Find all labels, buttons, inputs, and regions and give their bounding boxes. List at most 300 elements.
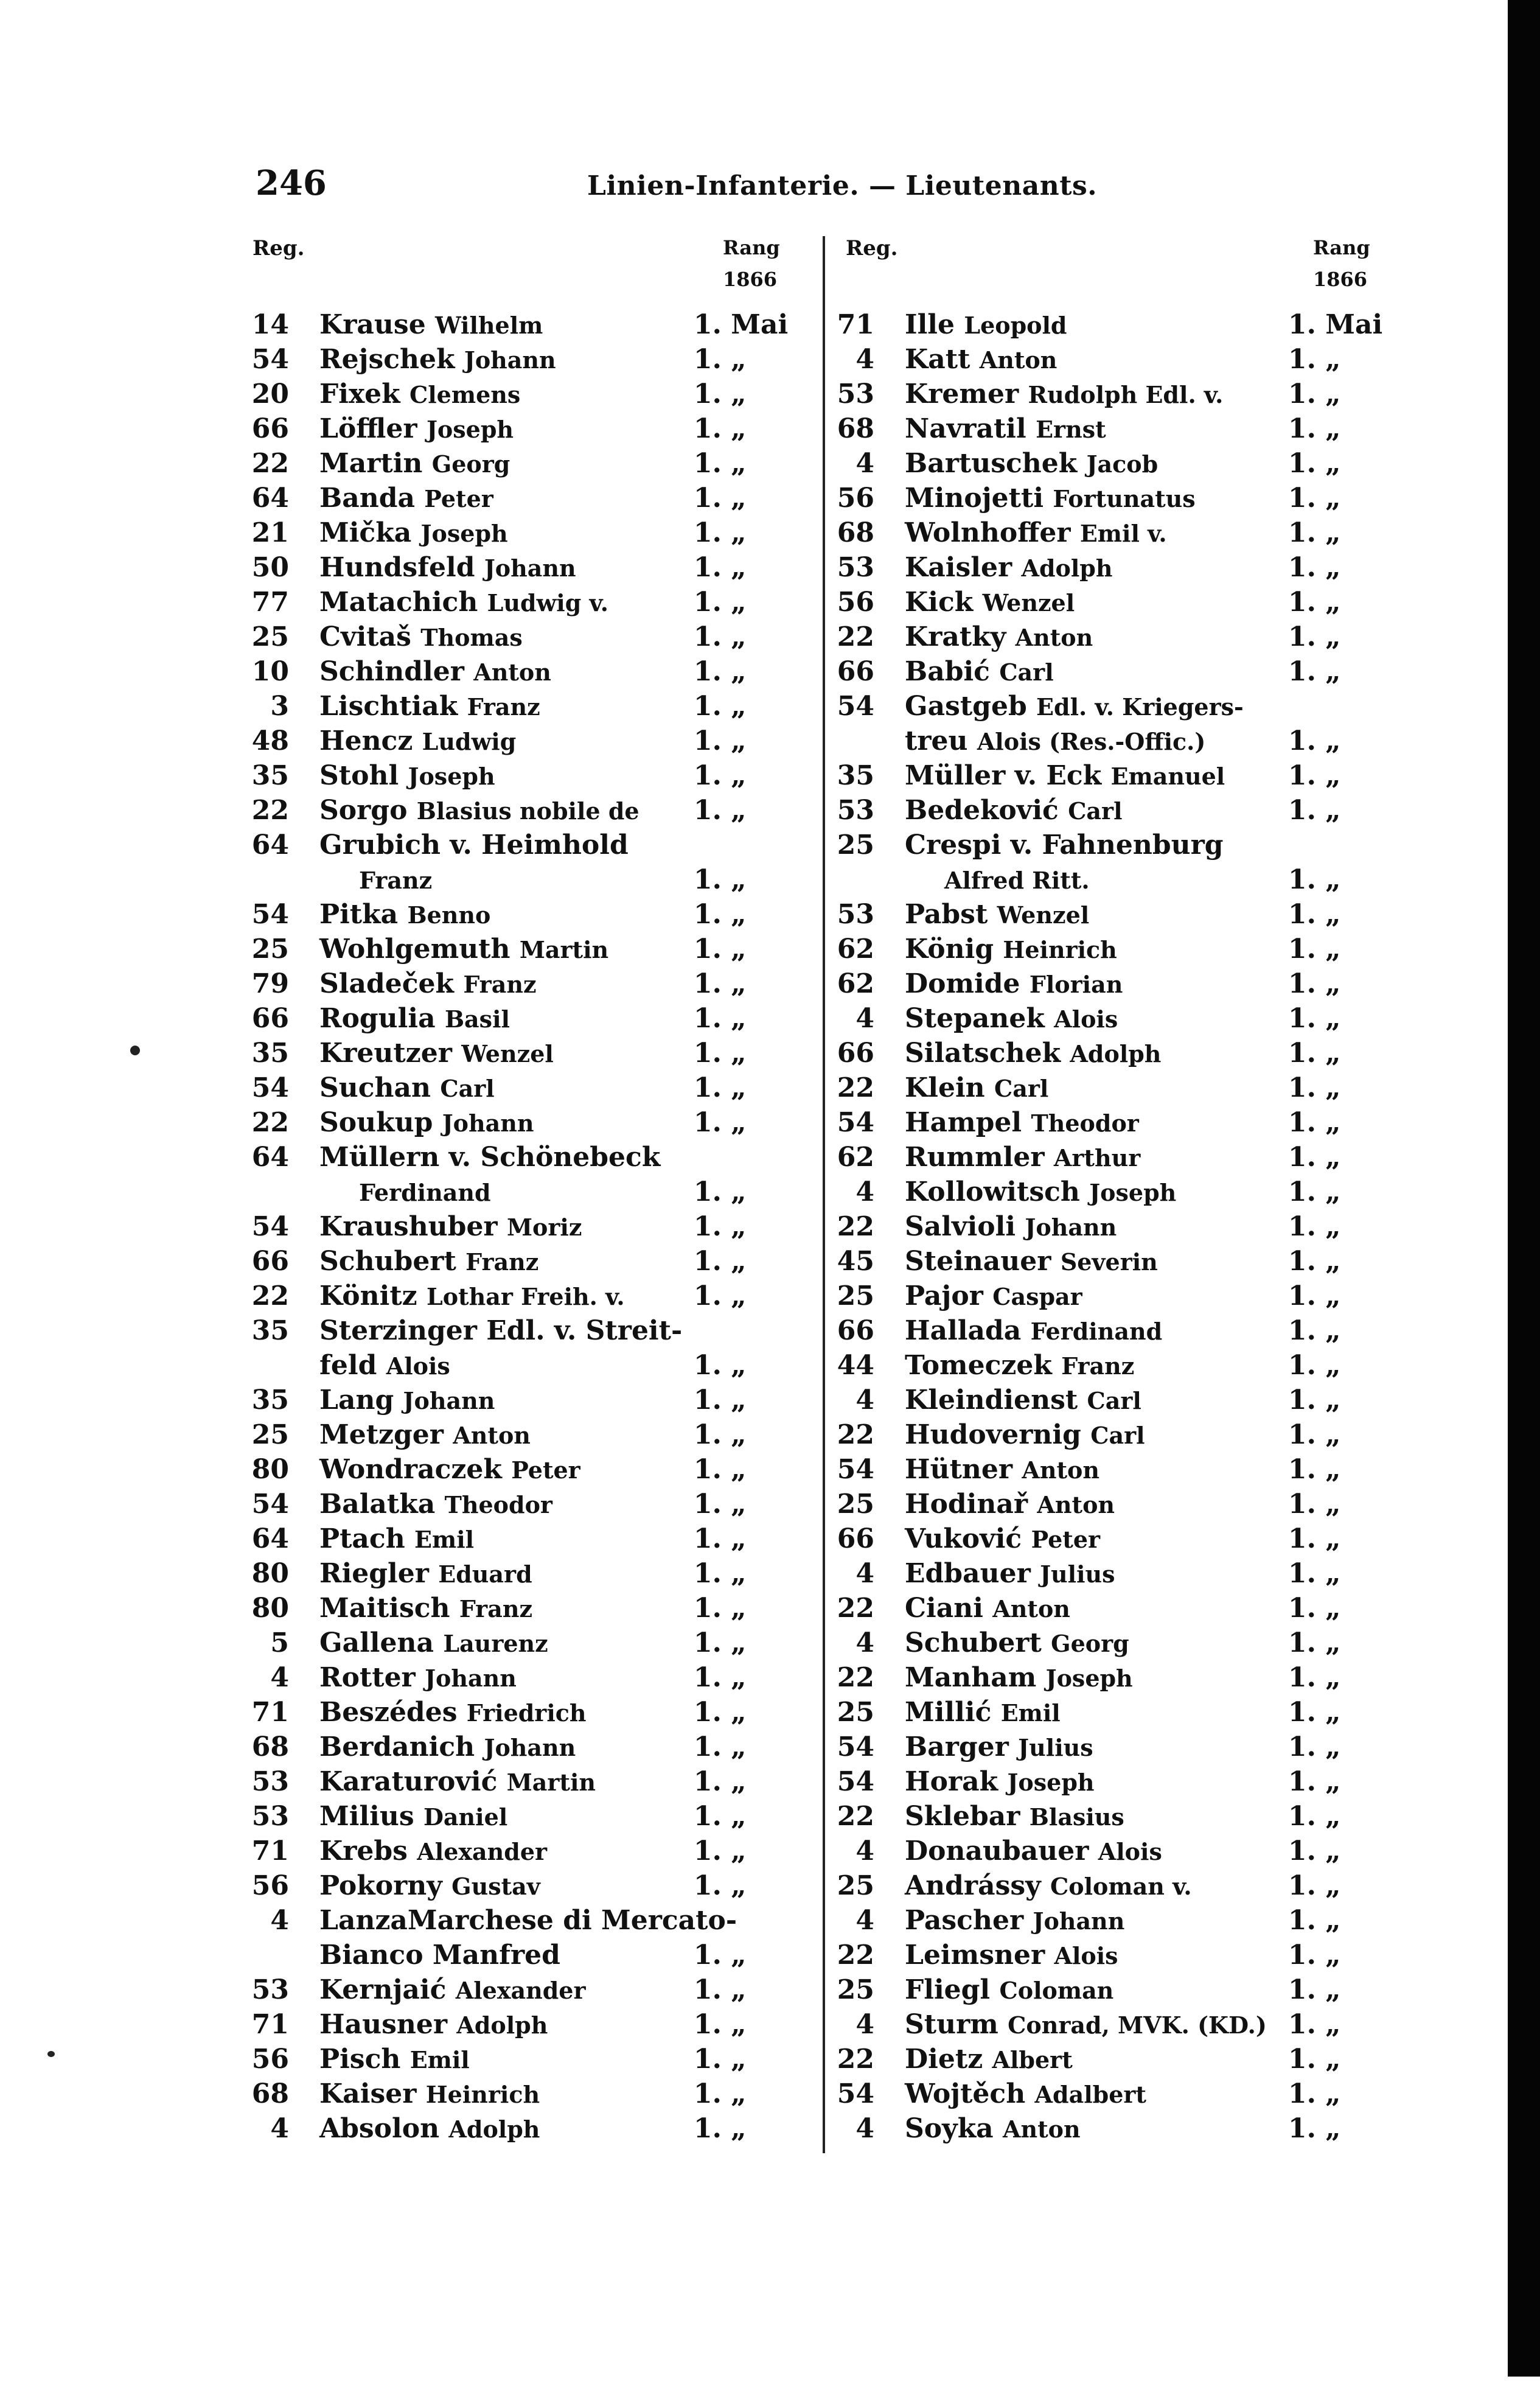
- surname: Wojtěch: [905, 2078, 1026, 2109]
- officer-name: [319, 481, 493, 516]
- regiment-number: 54: [837, 1454, 874, 1485]
- rank-date: 1. „: [1288, 344, 1341, 375]
- regiment-number: 4: [855, 1558, 874, 1589]
- table-row: [243, 758, 821, 793]
- given-name: Rudolph Edl. v.: [1028, 381, 1224, 408]
- officer-name: [319, 1799, 507, 1834]
- table-row: [243, 481, 821, 515]
- regiment-number: 64: [251, 1523, 289, 1554]
- given-name: Clemens: [409, 381, 521, 408]
- table-row: [243, 1834, 821, 1868]
- regiment-number: 77: [251, 587, 289, 618]
- surname: Lang: [319, 1385, 394, 1416]
- rank-date: 1. „: [1288, 1766, 1341, 1797]
- table-row: [243, 897, 821, 932]
- regiment-number: 4: [855, 2113, 874, 2144]
- officer-name: [319, 1279, 625, 1314]
- rank-date: 1. „: [1288, 1072, 1341, 1103]
- given-name: Martin: [519, 936, 609, 963]
- table-row: [829, 2007, 1376, 2042]
- table-row: [829, 481, 1376, 515]
- officer-name: [905, 1903, 1124, 1938]
- rank-date: 1. „: [694, 2044, 747, 2075]
- given-name: Johann: [442, 1109, 534, 1137]
- surname: Sladeček: [319, 968, 455, 999]
- surname: Balatka: [319, 1489, 436, 1520]
- officer-name: [905, 1383, 1141, 1418]
- regiment-number: 25: [251, 1419, 289, 1450]
- regiment-number: 4: [855, 1836, 874, 1867]
- surname: Stohl: [319, 760, 399, 791]
- table-row: [829, 1695, 1376, 1730]
- officer-name: [319, 1071, 495, 1106]
- given-name: Adalbert: [1034, 2081, 1146, 2108]
- rank-date: 1. „: [694, 864, 747, 895]
- officer-name: [359, 862, 432, 898]
- rank-date: 1. „: [1288, 1489, 1341, 1520]
- regiment-number: 71: [837, 309, 874, 340]
- table-row: [243, 1591, 821, 1626]
- surname: Fliegl: [905, 1974, 991, 2005]
- rank-date: 1. „: [694, 934, 747, 965]
- given-name: Anton: [979, 346, 1057, 374]
- rank-date: 1. „: [694, 1038, 747, 1069]
- rank-date: 1. „: [1288, 1940, 1341, 1971]
- given-name: Georg: [431, 450, 510, 478]
- table-row: [829, 862, 1376, 897]
- rank-date: 1. „: [694, 413, 747, 444]
- given-name: Adolph: [1070, 1040, 1162, 1067]
- table-row: [243, 2042, 821, 2077]
- regiment-number: 54: [837, 691, 874, 722]
- regiment-number: 4: [855, 1176, 874, 1207]
- surname: Rogulia: [319, 1003, 436, 1034]
- regiment-number: 25: [251, 934, 289, 965]
- right-column-list: [829, 307, 1383, 2146]
- regiment-number: 68: [837, 517, 874, 548]
- regiment-number: 35: [837, 760, 874, 791]
- regiment-number: 25: [251, 621, 289, 652]
- given-name: Ludwig v.: [487, 589, 609, 617]
- regiment-number: 71: [251, 2009, 289, 2040]
- surname: Kollowitsch: [905, 1176, 1080, 1207]
- regiment-number: 22: [837, 1940, 874, 1971]
- rank-date: 1. „: [694, 1662, 747, 1693]
- regiment-number: 54: [837, 1731, 874, 1762]
- table-row: [829, 446, 1376, 481]
- rank-date: 1. „: [1288, 2044, 1341, 2075]
- rank-date: 1. „: [1288, 1350, 1341, 1381]
- table-row: [829, 689, 1376, 724]
- table-row: [829, 758, 1376, 793]
- given-name: Caspar: [992, 1283, 1082, 1310]
- table-row: [829, 1071, 1376, 1105]
- regiment-number: 64: [251, 483, 289, 514]
- table-row: [243, 1730, 821, 1764]
- regiment-number: 25: [837, 1974, 874, 2005]
- surname: Dietz: [905, 2044, 983, 2075]
- rank-date: 1. „: [694, 795, 747, 826]
- table-row: [829, 1105, 1376, 1140]
- rank-date: 1. „: [1288, 864, 1341, 895]
- table-row: [243, 1105, 821, 1140]
- table-row: [243, 1660, 821, 1695]
- officer-name: [905, 2007, 1267, 2042]
- regiment-number: 4: [855, 344, 874, 375]
- officer-name: [319, 1244, 538, 1279]
- given-name: Joseph: [1089, 1179, 1177, 1206]
- surname: Salvioli: [905, 1211, 1016, 1242]
- surname: Hodinař: [905, 1489, 1028, 1520]
- table-row: [829, 1348, 1376, 1383]
- officer-name: [905, 1591, 1070, 1626]
- given-name: Johann: [403, 1387, 495, 1414]
- rank-date: 1. Mai: [694, 309, 789, 340]
- officer-name: [905, 620, 1093, 655]
- table-row: [829, 1313, 1376, 1348]
- given-name: Carl: [999, 659, 1054, 686]
- officer-name: [319, 1834, 547, 1869]
- table-row: [243, 1383, 821, 1417]
- surname: Kreutzer: [319, 1038, 452, 1069]
- rank-date: 1. „: [1288, 2009, 1341, 2040]
- regiment-number: 22: [837, 1072, 874, 1103]
- rank-date: 1. „: [1288, 379, 1341, 410]
- page-number: 246: [256, 163, 327, 203]
- table-row: [243, 1799, 821, 1834]
- regiment-number: 22: [251, 1280, 289, 1312]
- rank-date: 1. „: [1288, 1974, 1341, 2005]
- regiment-number: 68: [251, 1731, 289, 1762]
- surname: Martin: [319, 448, 423, 479]
- surname: Müllern v. Schönebeck: [319, 1142, 661, 1173]
- table-row: [829, 2077, 1376, 2111]
- regiment-number: 80: [251, 1454, 289, 1485]
- regiment-number: 56: [251, 2044, 289, 2075]
- given-name: Johann: [464, 346, 556, 374]
- scan-border-bottom: [0, 2377, 1540, 2393]
- rank-date: 1. „: [1288, 899, 1341, 930]
- table-row: [243, 1279, 821, 1313]
- officer-name: [319, 1209, 582, 1245]
- officer-name: [319, 1521, 474, 1557]
- rank-date: 1. „: [1288, 2078, 1341, 2109]
- table-row: [243, 1140, 821, 1175]
- rank-date: 1. „: [1288, 2113, 1341, 2144]
- officer-name: [319, 966, 537, 1002]
- rank-date: 1. „: [1288, 1107, 1341, 1138]
- given-name: Leopold: [964, 312, 1067, 339]
- surname: Steinauer: [905, 1246, 1051, 1277]
- surname: Gastgeb: [905, 691, 1027, 722]
- given-name: Basil: [444, 1005, 510, 1033]
- surname: Berdanich: [319, 1731, 475, 1762]
- regiment-number: 53: [251, 1801, 289, 1832]
- officer-name: [905, 758, 1225, 794]
- table-row: [829, 1001, 1376, 1036]
- surname: Silatschek: [905, 1038, 1061, 1069]
- surname: Krause: [319, 309, 426, 340]
- surname: Minojetti: [905, 483, 1044, 514]
- regiment-number: 22: [837, 1211, 874, 1242]
- regiment-number: 66: [837, 656, 874, 687]
- rank-date: 1. „: [694, 691, 747, 722]
- officer-name: [319, 1140, 660, 1175]
- given-name: Joseph: [408, 763, 495, 790]
- officer-name: [905, 481, 1196, 516]
- surname: Soukup: [319, 1107, 433, 1138]
- table-row: [829, 1244, 1376, 1279]
- rank-date: 1. „: [694, 1870, 747, 1901]
- table-row: [829, 1383, 1376, 1417]
- officer-name: [319, 377, 520, 412]
- table-row: [243, 620, 821, 654]
- officer-name: [319, 2007, 548, 2042]
- regiment-number: 25: [837, 1697, 874, 1728]
- officer-name: [905, 1938, 1118, 1973]
- surname: Mička: [319, 517, 412, 548]
- officer-name: [905, 1140, 1140, 1175]
- table-row: [829, 2111, 1376, 2146]
- given-name: Joseph: [1045, 1665, 1133, 1692]
- regiment-number: 4: [270, 1662, 289, 1693]
- surname: Hampel: [905, 1107, 1022, 1138]
- table-row: [243, 550, 821, 585]
- given-name: Alfred Ritt.: [944, 867, 1090, 894]
- given-name: Anton: [1022, 1456, 1100, 1484]
- surname: Barger: [905, 1731, 1009, 1762]
- officer-name: [319, 1972, 586, 2008]
- officer-name: [944, 862, 1090, 898]
- officer-name: [905, 1209, 1117, 1245]
- table-row: [243, 724, 821, 758]
- regiment-number: 53: [251, 1974, 289, 2005]
- officer-name: [905, 897, 1089, 932]
- table-row: [829, 1521, 1376, 1556]
- rank-date: 1. „: [694, 1593, 747, 1624]
- regiment-number: 68: [837, 413, 874, 444]
- officer-name: [905, 1071, 1048, 1106]
- table-row: [243, 1348, 821, 1383]
- officer-name: [905, 932, 1117, 967]
- regiment-number: 4: [855, 1627, 874, 1658]
- table-row: [829, 654, 1376, 689]
- surname: Edbauer: [905, 1558, 1031, 1589]
- table-row: [243, 307, 821, 342]
- rank-date: 1. „: [694, 760, 747, 791]
- given-name: Anton: [1003, 2115, 1081, 2143]
- given-name: Ludwig: [422, 728, 517, 755]
- rank-date: 1. „: [1288, 1731, 1341, 1762]
- table-row: [829, 1175, 1376, 1209]
- table-row: [829, 1036, 1376, 1071]
- rank-date: 1. „: [1288, 483, 1341, 514]
- regiment-number: 56: [251, 1870, 289, 1901]
- table-row: [243, 585, 821, 620]
- given-name: Johann: [484, 1734, 576, 1761]
- regiment-number: 45: [837, 1246, 874, 1277]
- officer-name: [905, 377, 1223, 412]
- officer-name: [905, 1279, 1082, 1314]
- table-row: [829, 550, 1376, 585]
- table-row: [829, 897, 1376, 932]
- rank-date: 1. „: [694, 1350, 747, 1381]
- officer-name: [905, 1244, 1158, 1279]
- given-name: Alexander: [417, 1838, 548, 1865]
- rank-date: 1. „: [694, 2113, 747, 2144]
- table-row: [829, 377, 1376, 411]
- officer-name: [905, 1695, 1061, 1730]
- given-name: Wenzel: [461, 1040, 554, 1067]
- officer-name: [905, 1452, 1099, 1487]
- table-row: [829, 411, 1376, 446]
- given-name: Alois (Res.-Offic.): [977, 728, 1206, 755]
- rank-date: 1. „: [694, 1280, 747, 1312]
- table-row: [829, 1660, 1376, 1695]
- given-name: Johann: [1025, 1214, 1117, 1241]
- given-name: Joseph: [420, 520, 508, 547]
- regiment-number: 80: [251, 1593, 289, 1624]
- given-name: Anton: [992, 1595, 1070, 1623]
- table-row: [829, 1140, 1376, 1175]
- given-name: Julius: [1040, 1560, 1115, 1588]
- table-row: [829, 1626, 1376, 1660]
- given-name: Blasius: [1029, 1803, 1124, 1831]
- rank-date: 1. „: [694, 1801, 747, 1832]
- rank-date: 1. „: [694, 1176, 747, 1207]
- rank-date: 1. „: [694, 621, 747, 652]
- regiment-number: 4: [855, 1003, 874, 1034]
- rank-date: 1. „: [694, 1558, 747, 1589]
- surname: Babić: [905, 656, 990, 687]
- rank-date: 1. „: [694, 1489, 747, 1520]
- rank-date: 1. „: [694, 968, 747, 999]
- surname: Andrássy: [905, 1870, 1041, 1901]
- column-divider: [823, 236, 825, 2153]
- rank-date: 1. „: [694, 1003, 747, 1034]
- table-row: [243, 932, 821, 966]
- surname: Bianco Manfred: [319, 1940, 560, 1971]
- right-year-header: 1866: [1313, 268, 1368, 291]
- table-row: [243, 654, 821, 689]
- regiment-number: 22: [837, 1662, 874, 1693]
- surname: Absolon: [319, 2113, 440, 2144]
- table-row: [829, 1903, 1376, 1938]
- given-name: Emil: [414, 1526, 475, 1553]
- table-row: [829, 828, 1376, 862]
- page-heading: Linien-Infanterie. — Lieutenants.: [587, 170, 1098, 201]
- table-row: [243, 1244, 821, 1279]
- right-rang-header: Rang: [1313, 236, 1370, 259]
- rank-date: 1. „: [1288, 1697, 1341, 1728]
- rank-date: 1. „: [694, 552, 747, 583]
- regiment-number: 71: [251, 1697, 289, 1728]
- surname: Sterzinger Edl. v. Streit-: [319, 1315, 683, 1346]
- officer-name: [319, 793, 639, 828]
- rank-date: 1. „: [1288, 1627, 1341, 1658]
- surname: Fixek: [319, 379, 400, 410]
- officer-name: [905, 689, 1244, 724]
- surname: Katt: [905, 344, 970, 375]
- surname: Schubert: [319, 1246, 456, 1277]
- given-name: Johann: [1033, 1907, 1125, 1935]
- officer-name: [905, 1175, 1176, 1210]
- regiment-number: 54: [251, 899, 289, 930]
- regiment-number: 22: [837, 2044, 874, 2075]
- given-name: Moriz: [506, 1214, 582, 1241]
- regiment-number: 64: [251, 1142, 289, 1173]
- officer-name: [319, 620, 523, 655]
- table-row: [829, 966, 1376, 1001]
- rank-date: 1. „: [1288, 1280, 1341, 1312]
- officer-name: [319, 1730, 576, 1765]
- table-row: [243, 1764, 821, 1799]
- regiment-number: 48: [251, 725, 289, 756]
- rank-date: 1. „: [1288, 1662, 1341, 1693]
- table-row: [243, 689, 821, 724]
- table-row: [829, 515, 1376, 550]
- rank-date: 1. „: [1288, 1385, 1341, 1416]
- given-name: Coloman v.: [1050, 1873, 1192, 1900]
- surname: Pisch: [319, 2044, 401, 2075]
- officer-name: [905, 793, 1123, 828]
- officer-name: [905, 828, 1224, 863]
- rank-date: 1. „: [694, 1940, 747, 1971]
- officer-name: [319, 411, 514, 447]
- regiment-number: 53: [837, 899, 874, 930]
- officer-name: [319, 1556, 532, 1591]
- regiment-number: 35: [251, 1385, 289, 1416]
- surname: Metzger: [319, 1419, 444, 1450]
- regiment-number: 54: [837, 1766, 874, 1797]
- given-name: Emil: [1000, 1699, 1061, 1727]
- given-name: Alois: [386, 1352, 450, 1380]
- rank-date: 1. „: [1288, 1176, 1341, 1207]
- officer-name: [905, 1487, 1115, 1522]
- regiment-number: 54: [837, 2078, 874, 2109]
- regiment-number: 62: [837, 968, 874, 999]
- regiment-number: 68: [251, 2078, 289, 2109]
- given-name: Johann: [425, 1665, 517, 1692]
- rank-date: 1. „: [1288, 1558, 1341, 1589]
- left-reg-header: Reg.: [253, 236, 305, 260]
- officer-name: [905, 1036, 1161, 1071]
- officer-name: [319, 1313, 682, 1349]
- table-row: [243, 1209, 821, 1244]
- given-name: Arthur: [1053, 1144, 1141, 1172]
- table-row: [243, 1938, 821, 1972]
- surname: Pabst: [905, 899, 988, 930]
- surname: Kraushuber: [319, 1211, 498, 1242]
- officer-name: [319, 1903, 737, 1938]
- officer-name: [319, 2111, 540, 2147]
- given-name: Emil: [409, 2046, 470, 2073]
- table-row: [829, 585, 1376, 620]
- given-name: Anton: [473, 659, 551, 686]
- rank-date: 1. „: [694, 1974, 747, 2005]
- table-row: [829, 1799, 1376, 1834]
- given-name: Franz: [1061, 1352, 1135, 1380]
- given-name: Conrad, MVK. (KD.): [1008, 2011, 1267, 2039]
- officer-name: [319, 515, 508, 551]
- given-name: Martin: [506, 1769, 596, 1796]
- regiment-number: 71: [251, 1836, 289, 1867]
- rank-date: 1. „: [694, 656, 747, 687]
- given-name: Alois: [1054, 1005, 1118, 1033]
- given-name: Peter: [1031, 1526, 1101, 1553]
- officer-name: [319, 1764, 596, 1800]
- officer-name: [319, 1452, 580, 1487]
